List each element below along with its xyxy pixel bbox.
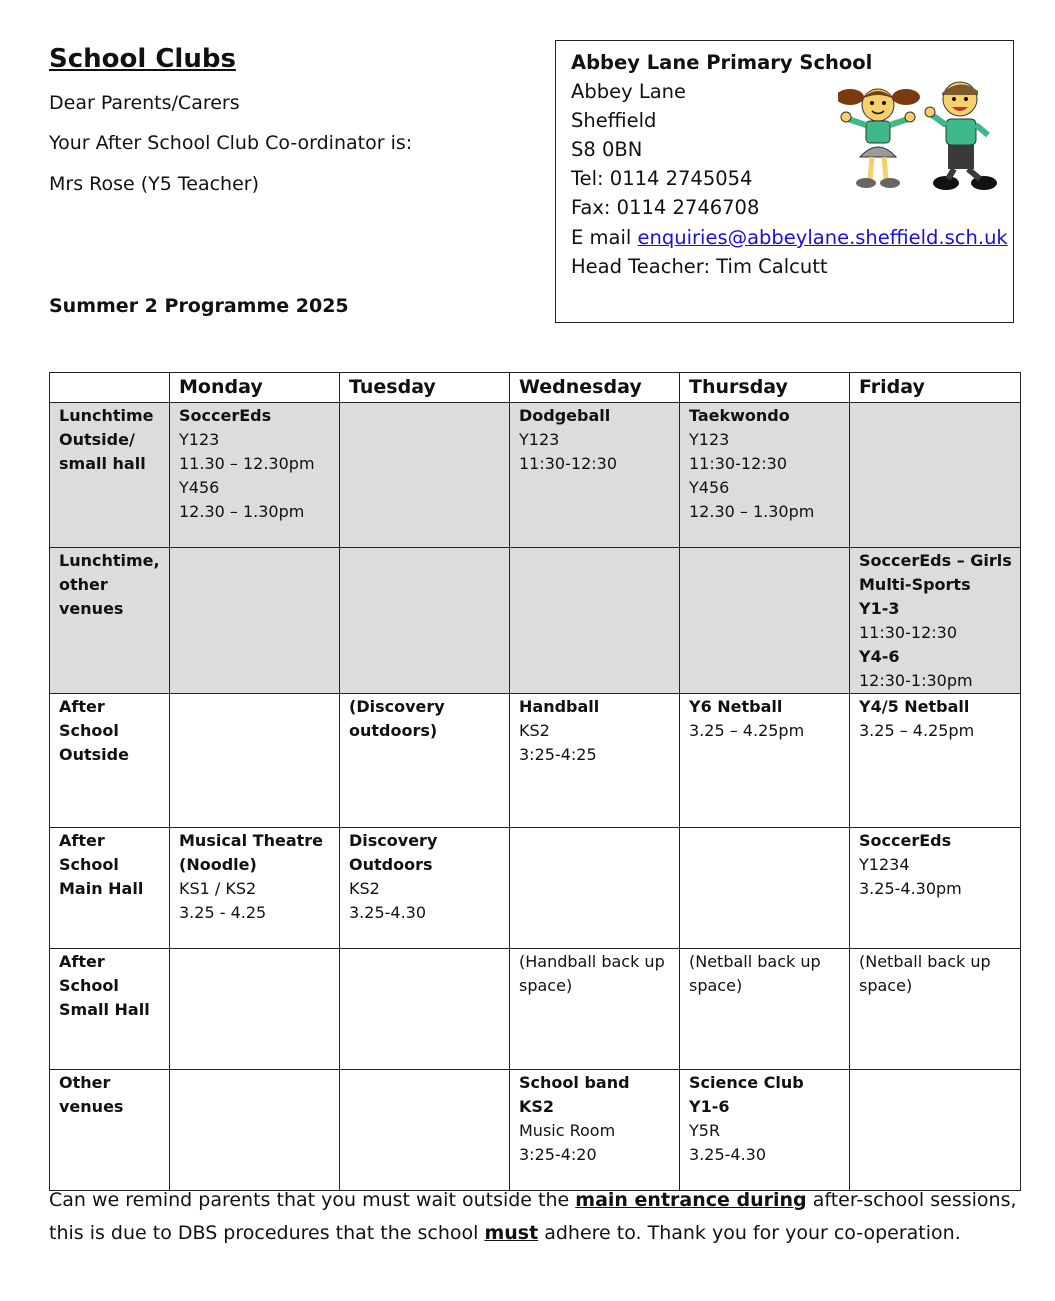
timetable-cell (340, 1070, 510, 1191)
row-heading-line: Other (59, 1073, 111, 1092)
school-street: Abbey Lane (571, 80, 687, 103)
timetable-cell (170, 949, 340, 1070)
timetable-cell (340, 548, 510, 694)
club-detail: 3.25-4.30pm (859, 879, 962, 898)
timetable-row (50, 1070, 1021, 1191)
club-detail: 3.25 – 4.25pm (689, 721, 805, 740)
timetable-row (50, 828, 1021, 949)
row-heading-line: small hall (59, 454, 146, 473)
coordinator-intro: Your After School Club Co-ordinator is: (49, 132, 413, 154)
timetable-cell (340, 828, 510, 949)
club-detail: KS2 (349, 879, 380, 898)
row-heading (50, 1070, 170, 1191)
timetable-cell (510, 403, 680, 548)
boy-figure (925, 82, 997, 190)
notice-text: after-school sessions, this is due to DBS procedures that the school (49, 1189, 1017, 1244)
row-heading-line: Outside/ (59, 430, 135, 449)
club-detail: 3:25-4:25 (519, 745, 597, 764)
timetable-cell (850, 548, 1021, 694)
club-name: KS2 (519, 1097, 555, 1116)
club-detail: Y123 (519, 430, 560, 449)
club-name: Y4/5 Netball (859, 697, 970, 716)
day-header: Tuesday (340, 373, 510, 403)
programme-title: Summer 2 Programme 2025 (49, 295, 349, 317)
day-header: Monday (170, 373, 340, 403)
school-postcode: S8 0BN (571, 138, 643, 161)
timetable-cell (510, 548, 680, 694)
school-city: Sheffield (571, 109, 657, 132)
club-detail: 11:30-12:30 (519, 454, 617, 473)
timetable-cell (170, 828, 340, 949)
row-heading (50, 828, 170, 949)
day-header: Friday (850, 373, 1021, 403)
row-heading-line: School (59, 976, 119, 995)
school-fax: Fax: 0114 2746708 (571, 196, 760, 219)
club-detail: 11:30-12:30 (859, 623, 957, 642)
parent-notice (49, 1184, 1029, 1250)
club-detail: (Handball back up (519, 952, 665, 971)
row-heading-line: Outside (59, 745, 129, 764)
club-name: Taekwondo (689, 406, 790, 425)
timetable-cell (680, 1070, 850, 1191)
row-heading (50, 548, 170, 694)
club-detail: 12:30-1:30pm (859, 671, 973, 690)
row-heading-line: After (59, 952, 105, 971)
row-heading-line: Small Hall (59, 1000, 150, 1019)
club-name: SoccerEds – Girls (859, 551, 1012, 570)
notice-text: adhere to. Thank you for your co-operation. (538, 1222, 961, 1244)
timetable-cell (850, 403, 1021, 548)
timetable-cell (510, 694, 680, 828)
timetable-row (50, 694, 1021, 828)
timetable-cell (170, 1070, 340, 1191)
club-name: outdoors) (349, 721, 438, 740)
timetable-cell (680, 403, 850, 548)
club-name: Multi-Sports (859, 575, 971, 594)
club-detail: 3.25 - 4.25 (179, 903, 267, 922)
club-name: Y1-6 (689, 1097, 730, 1116)
club-detail: 3.25-4.30 (689, 1145, 767, 1164)
row-heading-line: After (59, 831, 105, 850)
club-name: (Noodle) (179, 855, 257, 874)
club-detail: Y456 (179, 478, 220, 497)
club-name: Discovery (349, 831, 438, 850)
row-heading-line: Lunchtime, (59, 551, 160, 570)
club-detail: 12.30 – 1.30pm (179, 502, 305, 521)
club-detail: (Netball back up (689, 952, 821, 971)
club-detail: 3.25 – 4.25pm (859, 721, 975, 740)
timetable-cell (510, 949, 680, 1070)
timetable-cell (510, 828, 680, 949)
club-name: Dodgeball (519, 406, 611, 425)
row-heading-line: School (59, 721, 119, 740)
club-name: Handball (519, 697, 600, 716)
timetable-row (50, 949, 1021, 1070)
timetable-cell (510, 1070, 680, 1191)
club-detail: KS2 (519, 721, 550, 740)
timetable-row (50, 403, 1021, 548)
club-name: Y6 Netball (689, 697, 783, 716)
club-detail: 3.25-4.30 (349, 903, 427, 922)
club-detail: Y456 (689, 478, 730, 497)
club-detail: (Netball back up (859, 952, 991, 971)
timetable-row (50, 548, 1021, 694)
club-name: School band (519, 1073, 630, 1092)
club-detail: KS1 / KS2 (179, 879, 257, 898)
timetable-header-row (50, 373, 1021, 403)
club-detail: Music Room (519, 1121, 616, 1140)
row-heading (50, 403, 170, 548)
row-heading (50, 949, 170, 1070)
corner-cell (50, 373, 170, 403)
club-detail: 11:30-12:30 (689, 454, 787, 473)
row-heading-line: School (59, 855, 119, 874)
club-detail: 3:25-4:20 (519, 1145, 597, 1164)
timetable-cell (680, 828, 850, 949)
email-label: E mail (571, 226, 638, 249)
club-detail: space) (859, 976, 913, 995)
notice-emphasis: main entrance during (575, 1189, 807, 1211)
club-name: Y1-3 (859, 599, 900, 618)
club-detail: Y123 (179, 430, 220, 449)
children-clipart (838, 79, 1008, 197)
day-header: Thursday (680, 373, 850, 403)
row-heading (50, 694, 170, 828)
timetable-cell (680, 949, 850, 1070)
coordinator-name: Mrs Rose (Y5 Teacher) (49, 173, 260, 195)
timetable-cell (850, 694, 1021, 828)
school-email-row (571, 226, 1008, 249)
timetable-cell (340, 403, 510, 548)
row-heading-line: After (59, 697, 105, 716)
school-address-box (555, 40, 1014, 323)
clubs-timetable (49, 372, 1021, 1191)
club-name: SoccerEds (859, 831, 952, 850)
club-detail: Y5R (689, 1121, 721, 1140)
club-detail: 11.30 – 12.30pm (179, 454, 315, 473)
timetable-cell (850, 828, 1021, 949)
club-detail: space) (689, 976, 743, 995)
timetable-cell (170, 694, 340, 828)
club-name: SoccerEds (179, 406, 272, 425)
row-heading-line: Main Hall (59, 879, 144, 898)
notice-emphasis: must (484, 1222, 539, 1244)
club-name: Outdoors (349, 855, 433, 874)
club-detail: 12.30 – 1.30pm (689, 502, 815, 521)
row-heading-line: other (59, 575, 108, 594)
club-name: Y4-6 (859, 647, 900, 666)
notice-text: Can we remind parents that you must wait outside the (49, 1189, 576, 1211)
school-tel: Tel: 0114 2745054 (571, 167, 753, 190)
row-heading-line: venues (59, 1097, 124, 1116)
school-name: Abbey Lane Primary School (571, 51, 873, 74)
day-header: Wednesday (510, 373, 680, 403)
email-link[interactable]: enquiries@abbeylane.sheffield.sch.uk (637, 226, 1008, 249)
girl-figure (838, 89, 920, 188)
timetable-cell (680, 694, 850, 828)
club-name: Science Club (689, 1073, 804, 1092)
row-heading-line: Lunchtime (59, 406, 154, 425)
greeting: Dear Parents/Carers (49, 92, 240, 114)
timetable-cell (850, 949, 1021, 1070)
timetable-cell (850, 1070, 1021, 1191)
club-detail: space) (519, 976, 573, 995)
timetable-cell (170, 403, 340, 548)
club-name: (Discovery (349, 697, 445, 716)
timetable-cell (170, 548, 340, 694)
club-detail: Y123 (689, 430, 730, 449)
row-heading-line: venues (59, 599, 124, 618)
timetable-cell (340, 949, 510, 1070)
timetable-cell (340, 694, 510, 828)
club-detail: Y1234 (859, 855, 910, 874)
timetable-cell (680, 548, 850, 694)
club-name: Musical Theatre (179, 831, 323, 850)
page-title: School Clubs (49, 44, 236, 74)
head-teacher: Head Teacher: Tim Calcutt (571, 255, 828, 278)
